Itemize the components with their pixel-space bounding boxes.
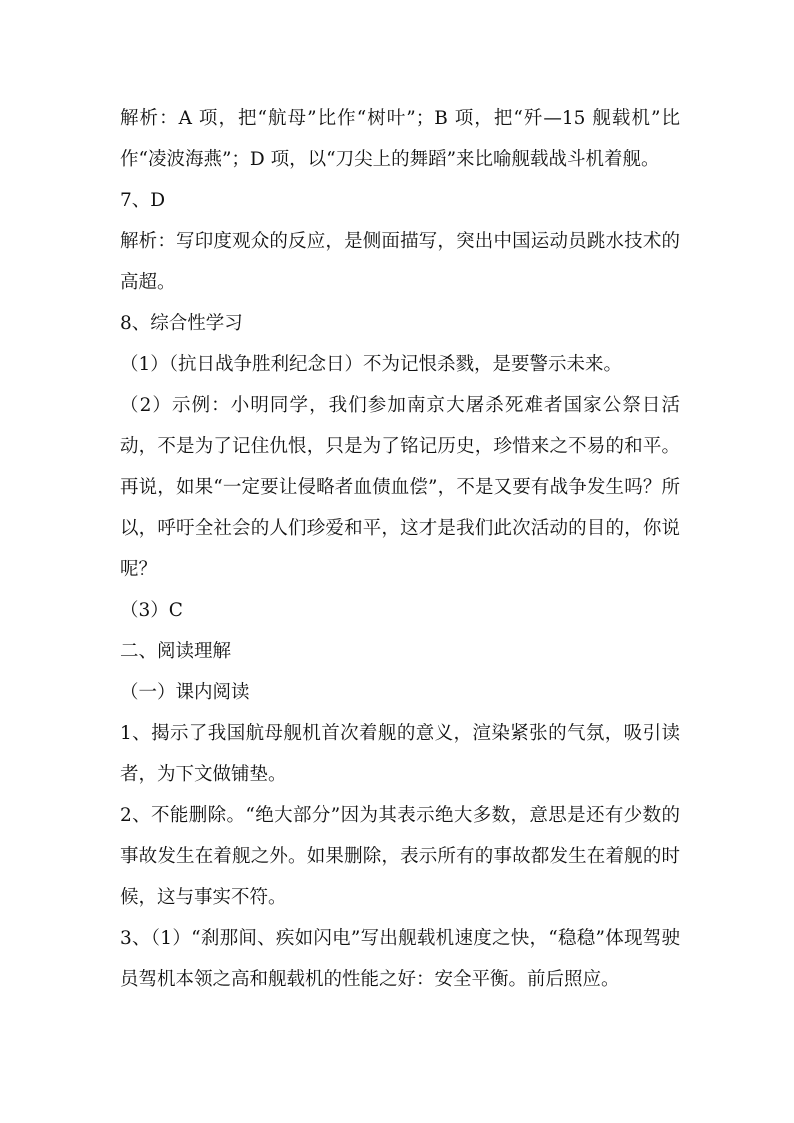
paragraph-answer-8-2: （2）示例：小明同学，我们参加南京大屠杀死难者国家公祭日活动，不是为了记住仇恨，只是为了铭记历史，珍惜来之不易的和平。再说，如果“一定要让侵略者血债血偿”，不是又要有战争发生吗？所以，呼吁全社会的人们珍爱和平，这才是我们此次活动的目的，你说呢？ bbox=[120, 395, 680, 580]
paragraph-answer-8-3: （3）C bbox=[120, 600, 183, 621]
paragraph-answer-8-1: （1）（抗日战争胜利纪念日）不为记恨杀戮，是要警示未来。 bbox=[120, 354, 623, 375]
paragraph-answer-reading-1: 1、揭示了我国航母舰机首次着舰的意义，渲染紧张的气氛，吸引读者，为下文做铺垫。 bbox=[120, 723, 680, 785]
paragraph-analysis-side-description: 解析：写印度观众的反应，是侧面描写，突出中国运动员跳水技术的高超。 bbox=[120, 231, 680, 293]
document-body bbox=[120, 98, 680, 1000]
paragraph-analysis-figure-of-speech: 解析：A 项，把“航母”比作“树叶”；B 项，把“歼—15 舰载机”比作“凌波海燕”；D 项，以“刀尖上的舞蹈”来比喻舰载战斗机着舰。 bbox=[120, 108, 680, 170]
section-heading-reading: 二、阅读理解 bbox=[120, 641, 232, 662]
paragraph-answer-reading-3: 3、（1）“刹那间、疾如闪电”写出舰载机速度之快，“稳稳”体现驾驶员驾机本领之高和舰载机的性能之好：安全平衡。前后照应。 bbox=[120, 928, 680, 990]
subsection-heading-in-class-reading: （一）课内阅读 bbox=[120, 682, 250, 703]
paragraph-answer-7: 7、D bbox=[120, 190, 166, 211]
paragraph-heading-comprehensive-study: 8、综合性学习 bbox=[120, 313, 243, 334]
paragraph-answer-reading-2: 2、不能删除。“绝大部分”因为其表示绝大多数，意思是还有少数的事故发生在着舰之外。如果删除，表示所有的事故都发生在着舰的时候，这与事实不符。 bbox=[120, 805, 680, 908]
